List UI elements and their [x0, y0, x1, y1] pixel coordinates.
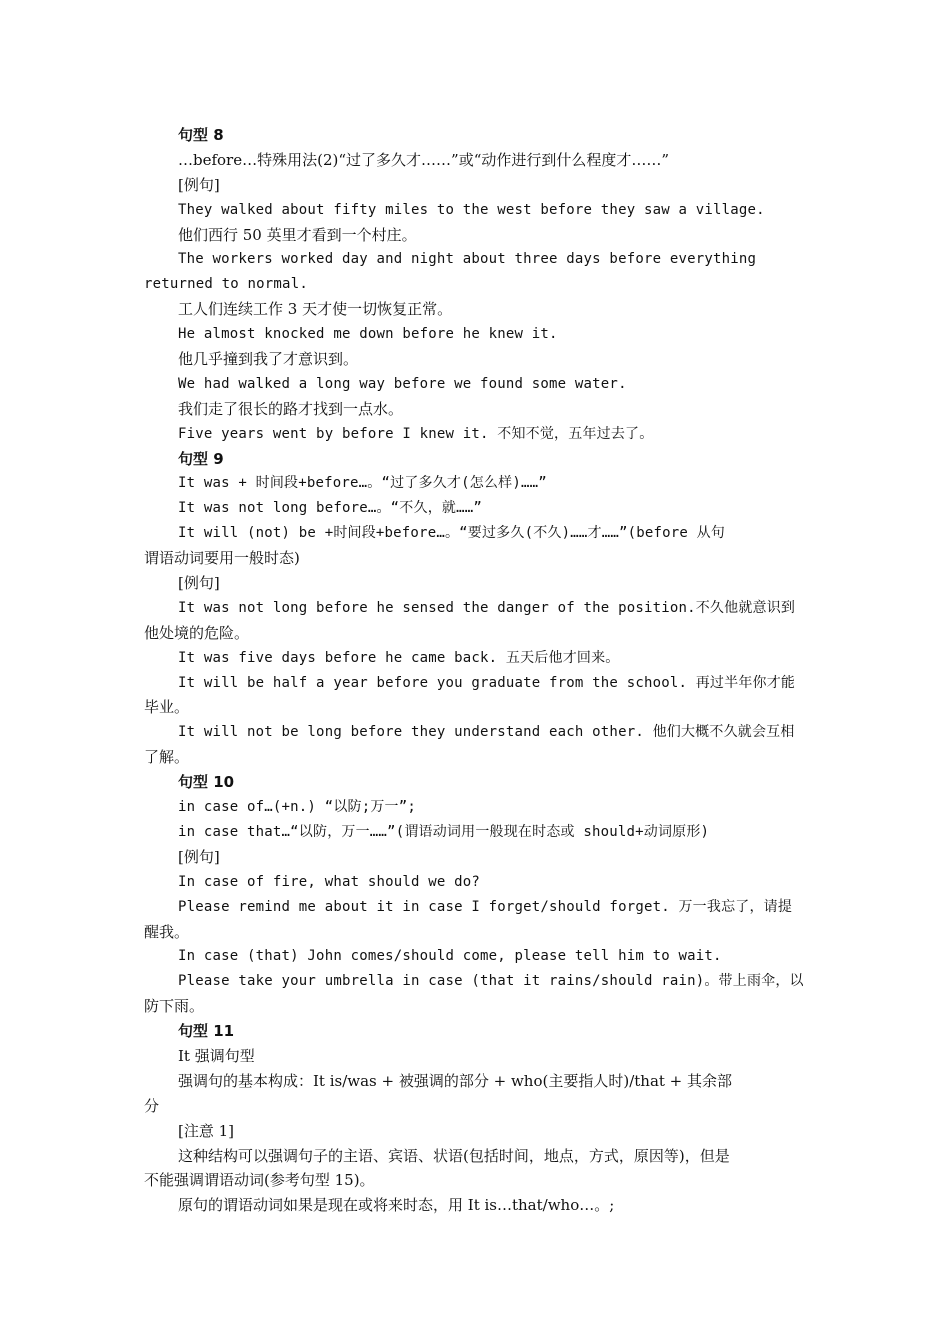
- text-line: It will (not) be +时间段+before…。“要过多久(不久)……才……”(before 从句: [178, 525, 726, 542]
- text-line: [例句]: [178, 175, 220, 194]
- text-line: In case of fire, what should we do?: [178, 873, 481, 890]
- text-line: He almost knocked me down before he knew it.: [178, 326, 558, 343]
- text-line: 我们走了很长的路才找到一点水。: [178, 399, 404, 418]
- text-line: It was + 时间段+before…。“过了多久才(怎么样)……”: [178, 475, 547, 492]
- text-line: 了解。: [144, 748, 190, 767]
- text-line: [例句]: [178, 847, 220, 866]
- text-line: [例句]: [178, 574, 220, 593]
- text-line: It was not long before…。“不久，就……”: [178, 500, 482, 517]
- text-line: 毕业。: [144, 698, 190, 717]
- section-heading: 句型 11: [178, 1022, 235, 1041]
- text-line: They walked about fifty miles to the west before they saw a village.: [178, 201, 765, 218]
- text-line: 醒我。: [144, 922, 190, 941]
- text-line: 他处境的危险。: [144, 623, 250, 642]
- text-line: The workers worked day and night about three days before everything: [178, 251, 757, 268]
- text-line: 谓语动词要用一般时态): [144, 549, 300, 568]
- text-line: 不能强调谓语动词(参考句型 15)。: [144, 1171, 375, 1190]
- text-line: It 强调句型: [178, 1046, 255, 1065]
- text-line: We had walked a long way before we found some water.: [178, 375, 627, 392]
- text-line: It was not long before he sensed the danger of the position.不久他就意识到: [178, 599, 796, 616]
- text-line: 原句的谓语动词如果是现在或将来时态，用 It is…that/who…。;: [178, 1196, 615, 1215]
- text-line: in case that…“以防，万一……”(谓语动词用一般现在时态或 should+动词原形): [178, 823, 710, 840]
- text-line: It was five days before he came back. 五天后他才回来。: [178, 649, 620, 666]
- text-line: returned to normal.: [144, 276, 308, 293]
- section-heading: 句型 10: [178, 773, 235, 792]
- text-line: 分: [144, 1096, 160, 1115]
- text-line: In case (that) John comes/should come, please tell him to wait.: [178, 948, 722, 965]
- text-line: …before…特殊用法(2)“过了多久才……”或“动作进行到什么程度才……”: [178, 150, 670, 169]
- text-line: 这种结构可以强调句子的主语、宾语、状语(包括时间，地点，方式，原因等)，但是: [178, 1146, 730, 1165]
- text-line: Five years went by before I knew it. 不知不觉，五年过去了。: [178, 425, 654, 442]
- text-line: It will not be long before they understand each other. 他们大概不久就会互相: [178, 724, 795, 741]
- document-page: [144, 123, 816, 1218]
- text-line: in case of…(+n.) “以防;万一”;: [178, 799, 417, 816]
- text-line: 工人们连续工作 3 天才使一切恢复正常。: [178, 300, 453, 319]
- text-line: It will be half a year before you graduate from the school. 再过半年你才能: [178, 674, 796, 691]
- section-heading: 句型 9: [178, 449, 224, 468]
- text-line: 防下雨。: [144, 997, 205, 1016]
- text-line: 强调句的基本构成：It is/was + 被强调的部分 + who(主要指人时)/that + 其余部: [178, 1071, 733, 1090]
- text-line: 他几乎撞到我了才意识到。: [178, 350, 359, 369]
- section-heading: 句型 8: [178, 126, 224, 144]
- text-line: 他们西行 50 英里才看到一个村庄。: [178, 225, 417, 244]
- text-line: Please remind me about it in case I forget/should forget. 万一我忘了，请提: [178, 898, 793, 915]
- text-line: Please take your umbrella in case (that it rains/should rain)。带上雨伞，以: [178, 973, 804, 990]
- text-line: [注意 1]: [178, 1121, 235, 1140]
